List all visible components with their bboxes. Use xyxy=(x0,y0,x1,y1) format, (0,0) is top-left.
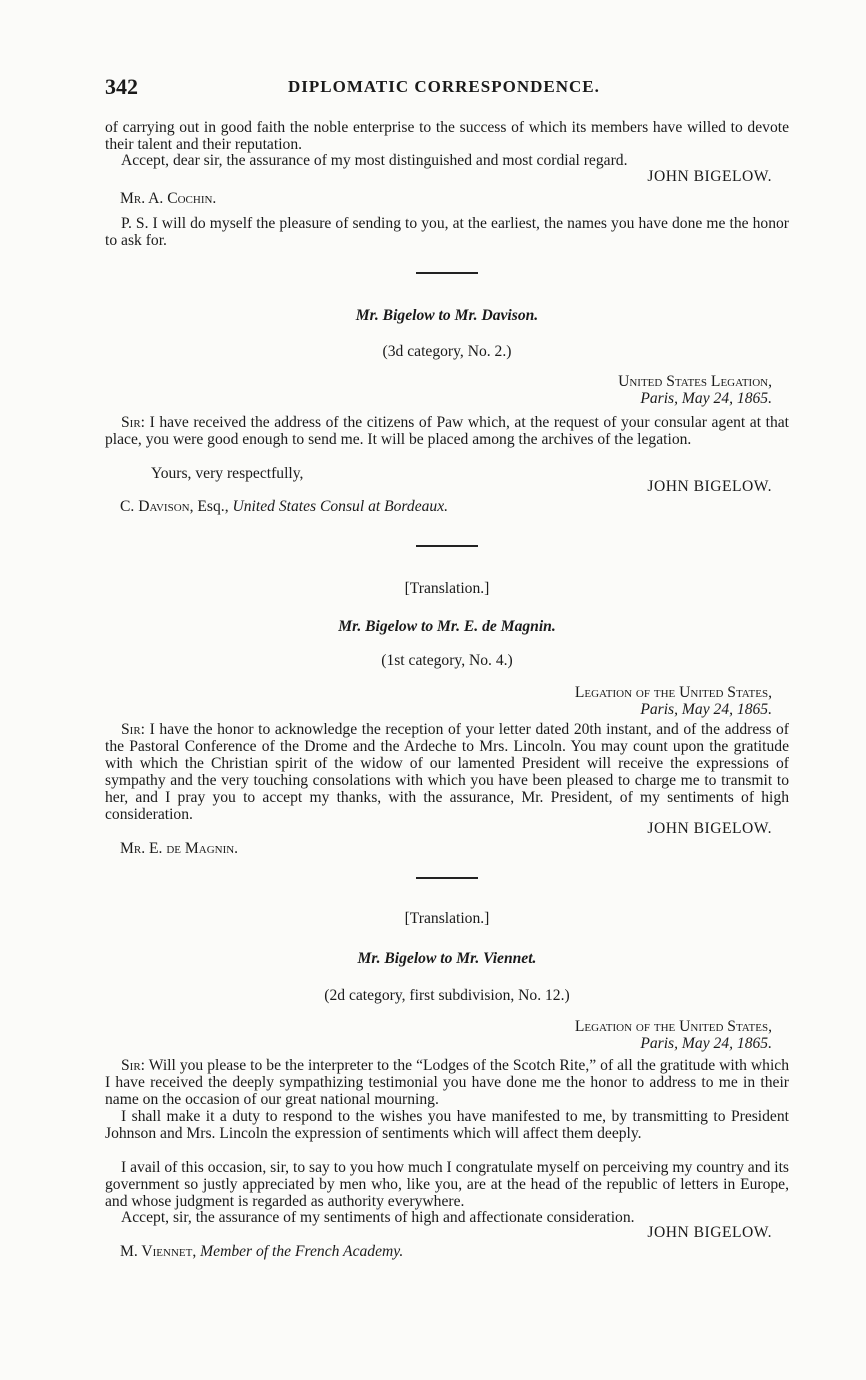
letter0-signature: JOHN BIGELOW. xyxy=(647,168,772,185)
letter3-para1-text: Will you please to be the interpreter to the “Lodges of the Scotch Rite,” of all the gratitude with which I have received the deeply sympathizing testimonial you have done me the honor to address to me in their name on the occasion of our great national mourning. xyxy=(105,1057,789,1108)
letter1-addressee-office: United States Consul at Bordeaux. xyxy=(232,498,449,515)
letter2-place: Legation of the United States, xyxy=(574,684,772,701)
letter3-closing: Accept, sir, the assurance of my sentiments of high and affectionate consideration. xyxy=(121,1209,635,1226)
letter3-translation-note: [Translation.] xyxy=(404,910,490,927)
letter1-addressee xyxy=(120,498,448,516)
letter2-body-text: I have the honor to acknowledge the reception of your letter dated 20th instant, and of the address of the Pastoral Conference of the Drome and the Ardeche to Mrs. Lincoln. You may count upon the gratitude with which the Christian spirit of the widow of our lamented President will receive the expressions of sympathy and the very touching consolations with which you have been pleased to charge me to transmit to her, and I pray you to accept my thanks, with the assurance, Mr. President, of my sentiments of high consideration. xyxy=(105,721,789,823)
letter3-addressee xyxy=(120,1243,403,1261)
letter2-body xyxy=(105,721,789,823)
section-divider xyxy=(416,272,478,274)
letter0-paragraph: of carrying out in good faith the noble enterprise to the success of which its members have willed to devote their talent and their reputation. xyxy=(105,119,789,153)
letter1-addressee-name: C. Davison, xyxy=(120,498,194,515)
letter2-signature: JOHN BIGELOW. xyxy=(647,820,772,837)
letter2-addressee: Mr. E. de Magnin. xyxy=(120,840,239,857)
page-number: 342 xyxy=(105,74,138,99)
letter3-paragraph-2: I shall make it a duty to respond to the wishes you have manifested to me, by transmitting to President Johnson and Mrs. Lincoln the expression of sentiments which will affect them deeply. xyxy=(105,1108,789,1142)
letter1-body-text: I have received the address of the citizens of Paw which, at the request of your consular agent at that place, you were good enough to send me. It will be placed among the archives of the legation. xyxy=(105,414,789,448)
letter0-postscript: P. S. I will do myself the pleasure of sending to you, at the earliest, the names you have done me the honor to ask for. xyxy=(105,215,789,249)
letter1-signature: JOHN BIGELOW. xyxy=(647,478,772,495)
letter1-date: Paris, May 24, 1865. xyxy=(640,390,772,407)
letter3-salutation: Sir: xyxy=(121,1057,146,1074)
letter3-heading: Mr. Bigelow to Mr. Viennet. xyxy=(357,950,537,967)
letter2-salutation: Sir: xyxy=(121,721,146,738)
page-title: DIPLOMATIC CORRESPONDENCE. xyxy=(288,77,600,96)
letter2-heading: Mr. Bigelow to Mr. E. de Magnin. xyxy=(338,618,556,635)
letter0-closing: Accept, dear sir, the assurance of my most distinguished and most cordial regard. xyxy=(121,152,628,169)
letter3-addressee-office: Member of the French Academy. xyxy=(200,1243,404,1260)
letter1-addressee-title: Esq., xyxy=(197,498,229,515)
running-head xyxy=(105,74,785,102)
letter1-heading: Mr. Bigelow to Mr. Davison. xyxy=(355,307,539,324)
letter1-place: United States Legation, xyxy=(618,373,772,390)
letter2-translation-note: [Translation.] xyxy=(404,580,490,597)
letter1-closing: Yours, very respectfully, xyxy=(151,465,304,482)
letter3-paragraph-1 xyxy=(105,1057,789,1108)
letter3-place: Legation of the United States, xyxy=(574,1018,772,1035)
letter2-date: Paris, May 24, 1865. xyxy=(640,701,772,718)
letter1-body xyxy=(105,414,789,448)
section-divider xyxy=(416,545,478,547)
letter3-category: (2d category, first subdivision, No. 12.) xyxy=(324,987,570,1004)
letter1-category: (3d category, No. 2.) xyxy=(382,343,512,360)
letter2-category: (1st category, No. 4.) xyxy=(381,652,513,669)
letter3-addressee-name: M. Viennet, xyxy=(120,1243,197,1260)
letter0-addressee: Mr. A. Cochin. xyxy=(120,190,217,207)
letter3-date: Paris, May 24, 1865. xyxy=(640,1035,772,1052)
section-divider xyxy=(416,877,478,879)
letter3-paragraph-3: I avail of this occasion, sir, to say to you how much I congratulate myself on perceiving my country and its government so justly appreciated by men who, like you, are at the head of the republic of letters in Europe, and whose judgment is regarded as authority everywhere. xyxy=(105,1159,789,1210)
letter1-salutation: Sir: xyxy=(121,414,146,431)
letter3-signature: JOHN BIGELOW. xyxy=(647,1224,772,1241)
